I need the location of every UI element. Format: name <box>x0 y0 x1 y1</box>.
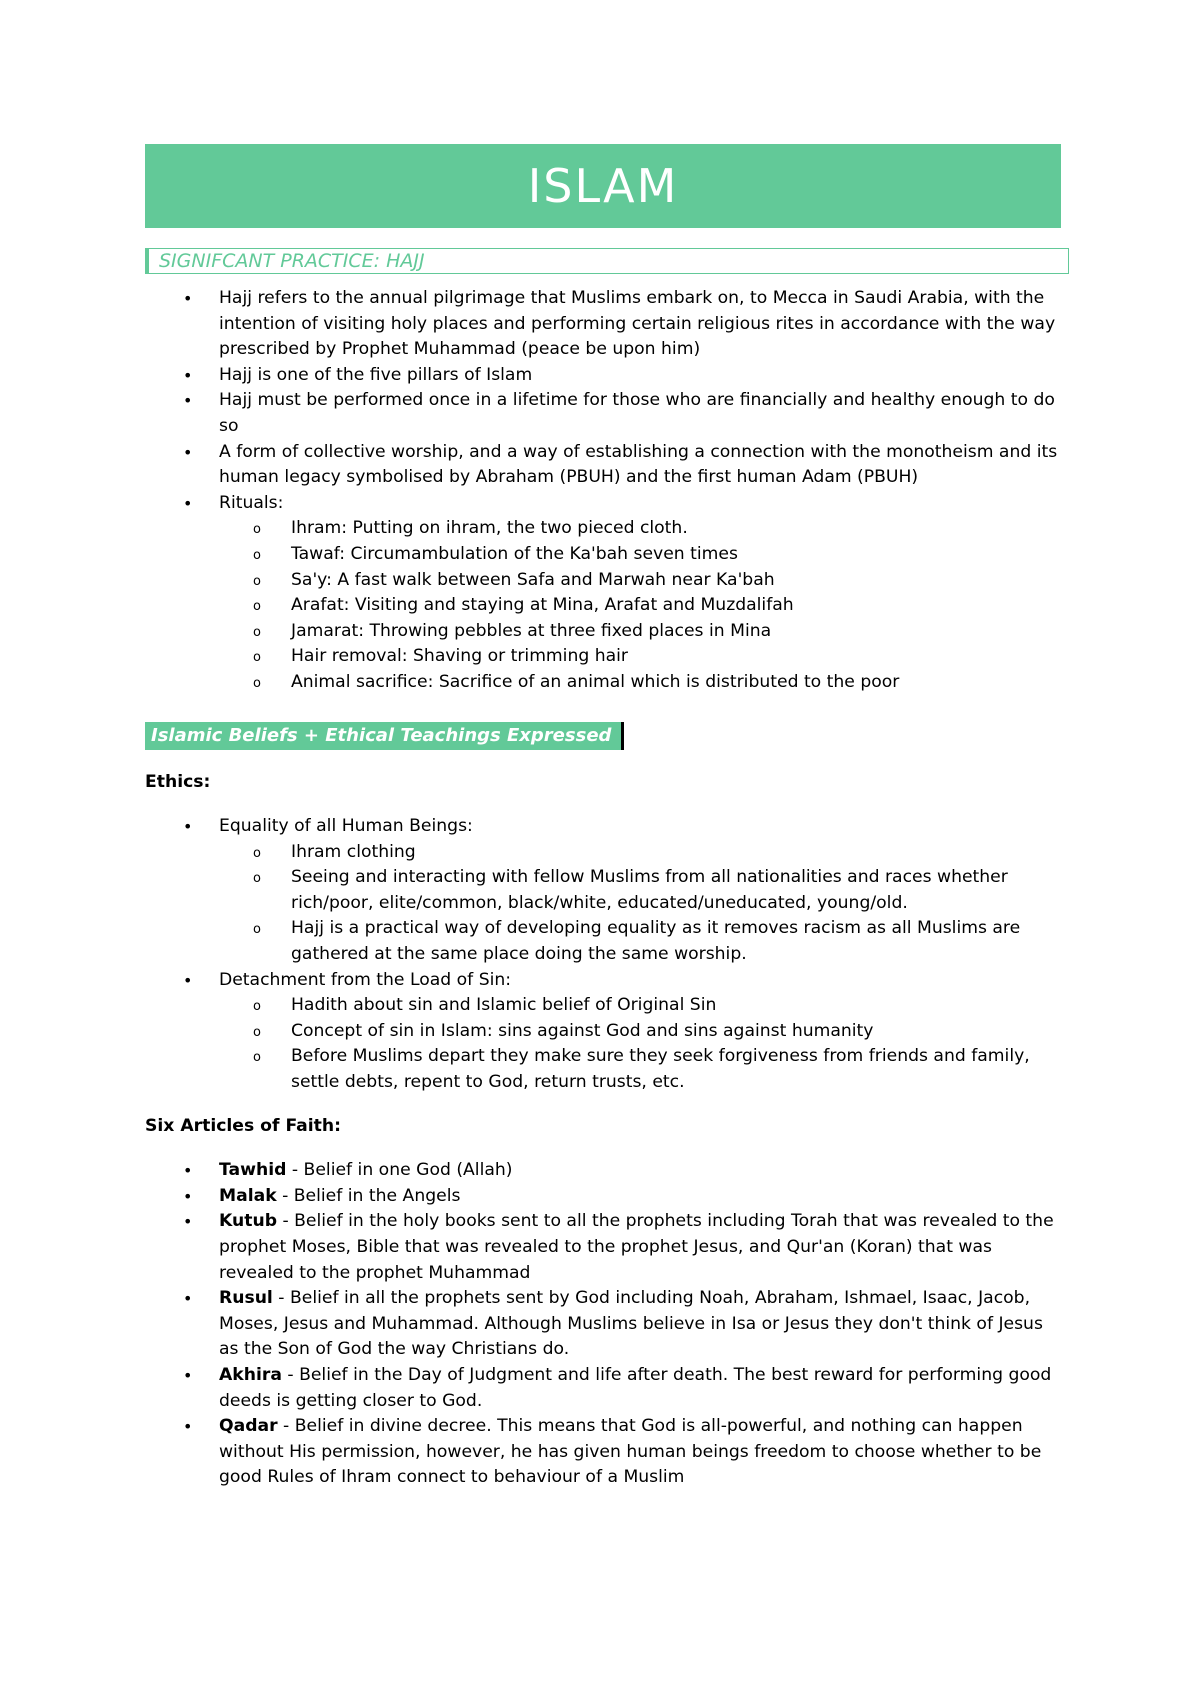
ethics-list <box>145 814 1065 1096</box>
list-item: • Hajj must be performed once in a lifetime for those who are financially and healthy enough to do so <box>145 388 1065 439</box>
list-item: • A form of collective worship, and a way of establishing a connection with the monotheism and its human legacy symbolised by Abraham (PBUH) and the first human Adam (PBUH) <box>145 440 1065 491</box>
article-desc: - Belief in divine decree. This means that God is all-powerful, and nothing can happen without His permission, however, he has given human beings freedom to choose whether to be good Rules of Ihram connect to behaviour of a Muslim <box>219 1416 1042 1488</box>
ethics-heading: Ethics: <box>145 771 211 792</box>
rituals-list <box>145 516 1065 695</box>
list-item: o Arafat: Visiting and staying at Mina, Arafat and Muzdalifah <box>145 593 1065 619</box>
section-heading-box <box>145 248 1069 274</box>
list-item <box>145 1363 1065 1414</box>
articles-heading: Six Articles of Faith: <box>145 1115 341 1136</box>
article-term: Malak <box>219 1185 277 1206</box>
list-item: o Ihram clothing <box>145 840 1065 866</box>
list-item: o Hajj is a practical way of developing equality as it removes racism as all Muslims are gathered at the same place doing the same worship. <box>145 916 1065 967</box>
document-body <box>145 286 1065 1491</box>
detachment-label: Detachment from the Load of Sin: <box>219 969 512 990</box>
list-item <box>145 1184 1065 1210</box>
detachment-sublist <box>145 993 1065 1095</box>
article-desc: - Belief in the holy books sent to all the prophets including Torah that was revealed to the prophet Moses, Bible that was revealed to the prophet Jesus, and Qur'an (Koran) that was revealed to the prophet Muhammad <box>219 1211 1054 1283</box>
article-term: Kutub <box>219 1211 278 1232</box>
list-item: o Animal sacrifice: Sacrifice of an animal which is distributed to the poor <box>145 670 1065 696</box>
list-item: o Concept of sin in Islam: sins against God and sins against humanity <box>145 1019 1065 1045</box>
hajj-bullet-list <box>145 286 1065 696</box>
section-heading-hajj: SIGNIFCANT PRACTICE: HAJJ <box>159 250 425 272</box>
list-item-equality <box>145 814 1065 968</box>
list-item: • Hajj is one of the five pillars of Islam <box>145 363 1065 389</box>
article-term: Akhira <box>219 1364 282 1385</box>
article-desc: - Belief in the Day of Judgment and life after death. The best reward for performing good deeds is getting closer to God. <box>219 1364 1052 1411</box>
article-desc: - Belief in the Angels <box>276 1185 461 1206</box>
list-item <box>145 1209 1065 1286</box>
article-desc: - Belief in all the prophets sent by God including Noah, Abraham, Ishmael, Isaac, Jacob, Moses, Jesus and Muhammad. Although Muslims believe in Isa or Jesus they don't think of Jesus as the Son of God the way Christians do. <box>219 1288 1043 1360</box>
article-term: Tawhid <box>219 1160 287 1181</box>
list-item: • Hajj refers to the annual pilgrimage that Muslims embark on, to Mecca in Saudi Arabia, with the intention of visiting holy places and performing certain religious rites in accordance with the way prescribed by Prophet Muhammad (peace be upon him) <box>145 286 1065 363</box>
article-term: Qadar <box>219 1416 278 1437</box>
list-item: o Tawaf: Circumambulation of the Ka'bah seven times <box>145 542 1065 568</box>
article-term: Rusul <box>219 1288 273 1309</box>
list-item <box>145 1158 1065 1184</box>
list-item-rituals <box>145 491 1065 696</box>
list-item: o Sa'y: A fast walk between Safa and Marwah near Ka'bah <box>145 568 1065 594</box>
list-item-detachment <box>145 968 1065 1096</box>
beliefs-heading-wrap <box>145 722 1065 752</box>
list-item: o Hadith about sin and Islamic belief of Original Sin <box>145 993 1065 1019</box>
equality-sublist <box>145 840 1065 968</box>
list-item: o Hair removal: Shaving or trimming hair <box>145 644 1065 670</box>
articles-list <box>145 1158 1065 1491</box>
equality-label: Equality of all Human Beings: <box>219 816 473 837</box>
page-title: ISLAM <box>527 159 679 213</box>
article-desc: - Belief in one God (Allah) <box>286 1160 513 1181</box>
list-item <box>145 1286 1065 1363</box>
list-item: o Before Muslims depart they make sure they seek forgiveness from friends and family, settle debts, repent to God, return trusts, etc. <box>145 1044 1065 1095</box>
list-item: o Seeing and interacting with fellow Muslims from all nationalities and races whether rich/poor, elite/common, black/white, educated/uneducated, young/old. <box>145 865 1065 916</box>
list-item: o Jamarat: Throwing pebbles at three fixed places in Mina <box>145 619 1065 645</box>
section-heading-beliefs: Islamic Beliefs + Ethical Teachings Expressed <box>145 722 624 750</box>
title-banner <box>145 144 1061 228</box>
list-item: o Ihram: Putting on ihram, the two pieced cloth. <box>145 516 1065 542</box>
rituals-label: Rituals: <box>219 492 284 513</box>
list-item <box>145 1414 1065 1491</box>
